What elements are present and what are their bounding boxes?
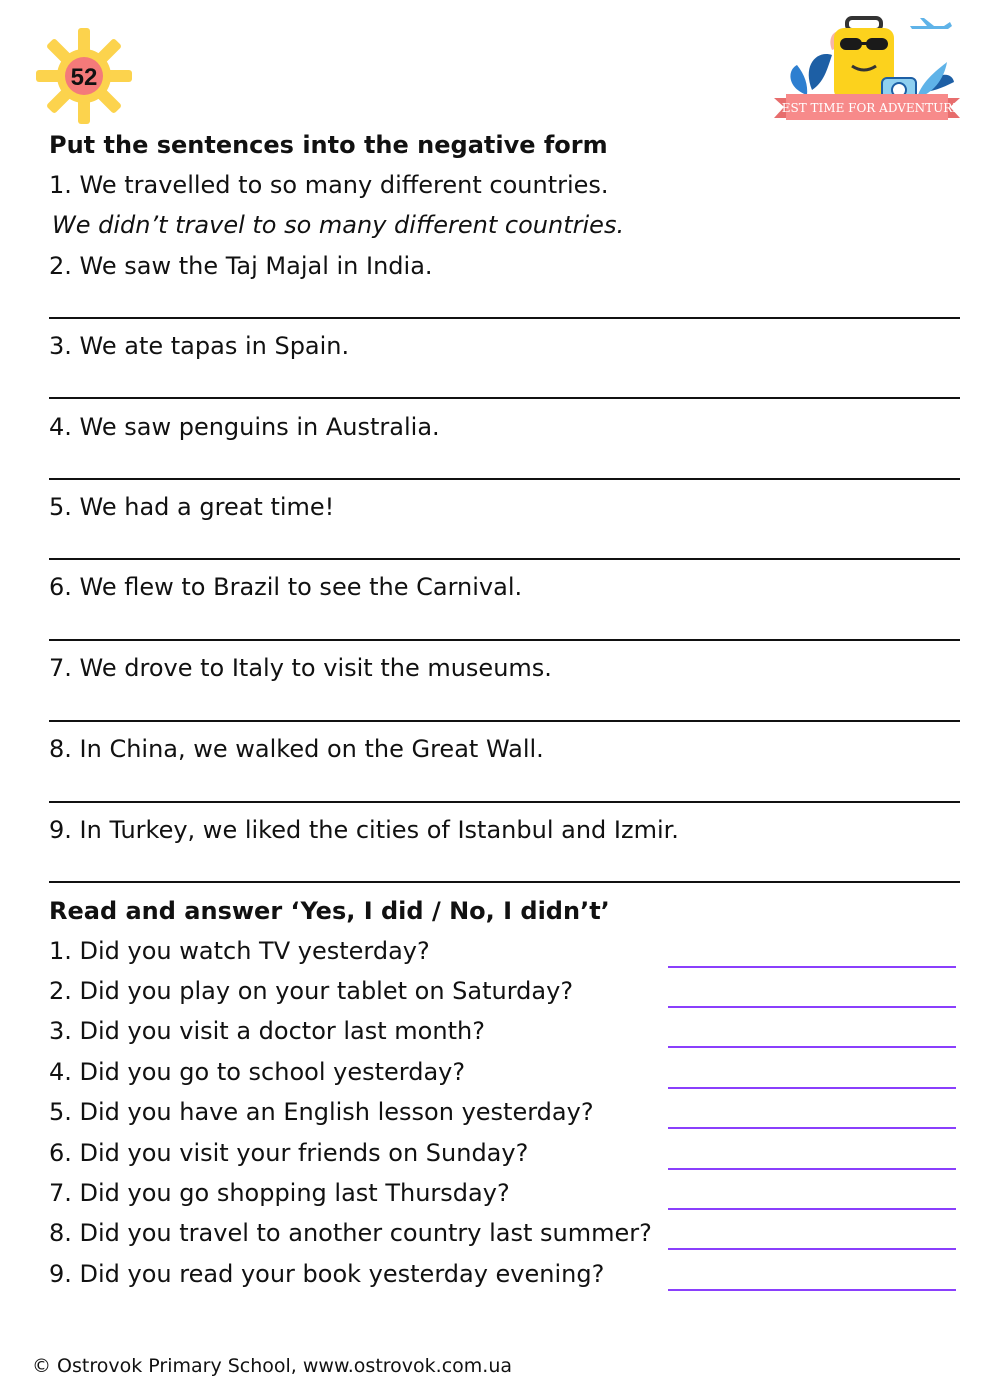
answer-line-4[interactable]: [49, 478, 960, 480]
sentence-9: 9. In Turkey, we liked the cities of Istanbul and Izmir.: [49, 816, 679, 844]
question-answer-line-3[interactable]: [668, 1046, 956, 1048]
sentence-7: 7. We drove to Italy to visit the museums.: [49, 654, 552, 682]
question-8: 8. Did you travel to another country last summer?: [49, 1219, 652, 1247]
question-answer-line-4[interactable]: [668, 1087, 956, 1089]
question-answer-line-2[interactable]: [668, 1006, 956, 1008]
answer-line-7[interactable]: [49, 720, 960, 722]
answer-line-8[interactable]: [49, 801, 960, 803]
sentence-8: 8. In China, we walked on the Great Wall.: [49, 735, 544, 763]
question-answer-line-1[interactable]: [668, 966, 956, 968]
answer-line-6[interactable]: [49, 639, 960, 641]
sentence-6: 6. We flew to Brazil to see the Carnival.: [49, 573, 523, 601]
question-7: 7. Did you go shopping last Thursday?: [49, 1179, 510, 1207]
question-5: 5. Did you have an English lesson yesterday?: [49, 1098, 594, 1126]
question-answer-line-8[interactable]: [668, 1248, 956, 1250]
question-answer-line-7[interactable]: [668, 1208, 956, 1210]
question-answer-line-9[interactable]: [668, 1289, 956, 1291]
question-answer-line-6[interactable]: [668, 1168, 956, 1170]
sentence-1: 1. We travelled to so many different countries.: [49, 171, 609, 199]
answer-line-5[interactable]: [49, 558, 960, 560]
airplane-icon: [910, 18, 952, 29]
adventure-logo: [772, 10, 962, 130]
answer-line-3[interactable]: [49, 397, 960, 399]
page-number: 52: [70, 64, 98, 91]
answer-line-9[interactable]: [49, 881, 960, 883]
example-answer: We didn’t travel to so many different countries.: [52, 211, 625, 239]
question-6: 6. Did you visit your friends on Sunday?: [49, 1139, 529, 1167]
question-4: 4. Did you go to school yesterday?: [49, 1058, 466, 1086]
question-2: 2. Did you play on your tablet on Saturday?: [49, 977, 574, 1005]
sentence-2: 2. We saw the Taj Majal in India.: [49, 252, 433, 280]
sentence-3: 3. We ate tapas in Spain.: [49, 332, 350, 360]
section1-heading: Put the sentences into the negative form: [49, 131, 608, 159]
question-9: 9. Did you read your book yesterday evening?: [49, 1260, 605, 1288]
page-number-badge: [34, 26, 134, 126]
question-1: 1. Did you watch TV yesterday?: [49, 937, 430, 965]
answer-line-2[interactable]: [49, 317, 960, 319]
question-3: 3. Did you visit a doctor last month?: [49, 1017, 485, 1045]
sentence-4: 4. We saw penguins in Australia.: [49, 413, 440, 441]
logo-tagline: BEST TIME FOR ADVENTURE: [772, 101, 962, 115]
question-answer-line-5[interactable]: [668, 1127, 956, 1129]
copyright-footer: © Ostrovok Primary School, www.ostrovok.com.ua: [32, 1355, 513, 1377]
section2-heading: Read and answer ‘Yes, I did / No, I didn’t’: [49, 897, 610, 925]
sentence-5: 5. We had a great time!: [49, 493, 335, 521]
